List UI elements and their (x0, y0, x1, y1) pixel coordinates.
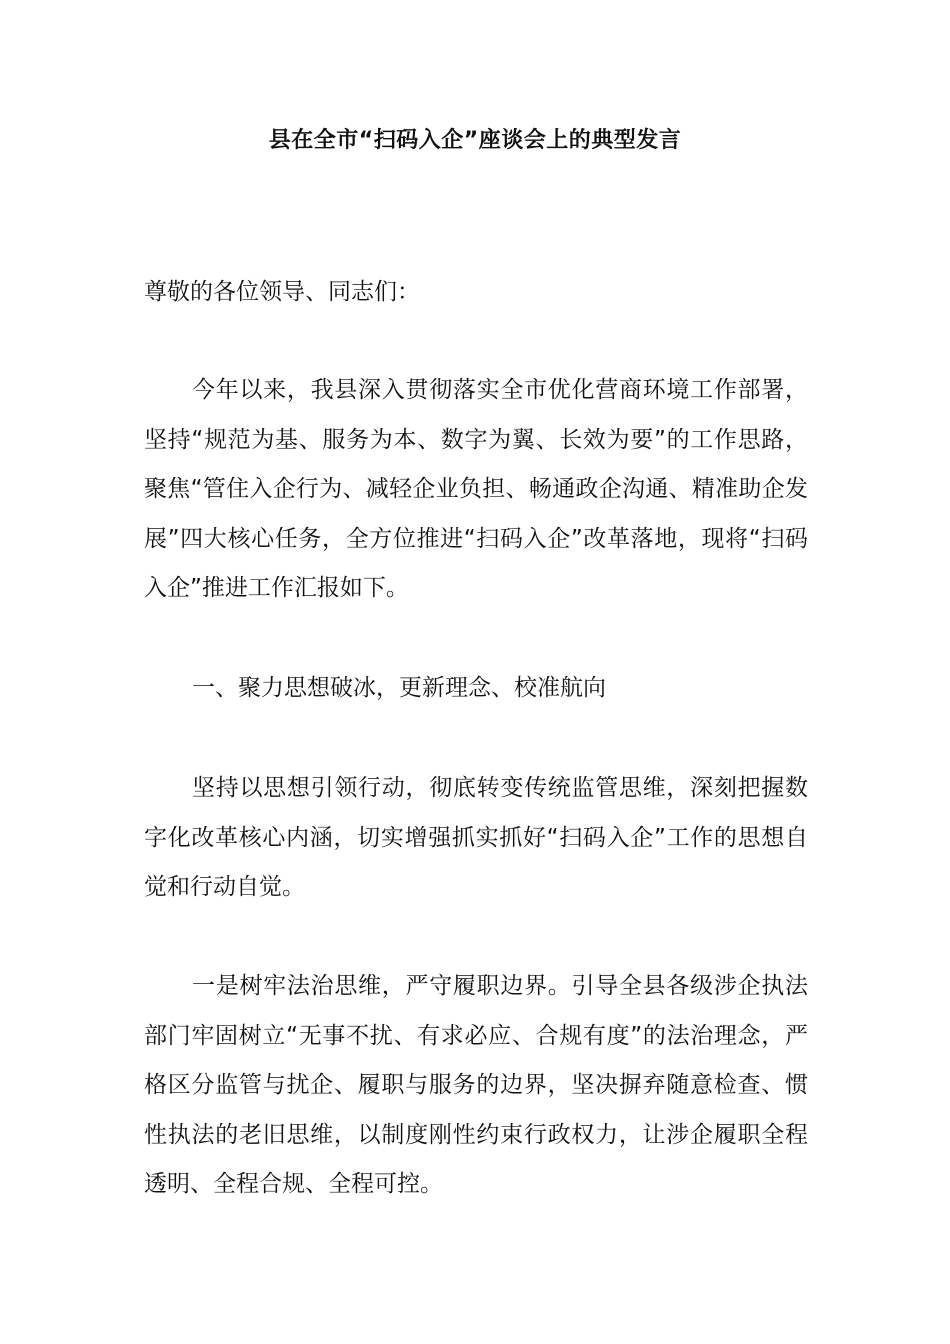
section-heading-1: 一、聚力思想破冰，更新理念、校准航向 (192, 675, 606, 701)
document-title: 县在全市“扫码入企”座谈会上的典型发言 (268, 128, 682, 153)
salutation: 尊敬的各位领导、同志们： (144, 279, 420, 305)
paragraph-point-1: 一是树牢法治思维，严守履职边界。引导全县各级涉企执法部门牢固树立“无事不扰、有求必应、合规有度”的法治理念，严格区分监管与扰企、履职与服务的边界，坚决摒弃随意检查、惯性执法的老旧思维，以制度刚性约束行政权力，让涉企履职全程透明、全程合规、全程可控。 (144, 973, 808, 1197)
paragraph-section-1-summary: 坚持以思想引领行动，彻底转变传统监管思维，深刻把握数字化改革核心内涵，切实增强抓实抓好“扫码入企”工作的思想自觉和行动自觉。 (144, 775, 808, 900)
paragraph-intro: 今年以来，我县深入贯彻落实全市优化营商环境工作部署，坚持“规范为基、服务为本、数字为翼、长效为要”的工作思路，聚焦“管住入企行为、减轻企业负担、畅通政企沟通、精准助企发展”四大核心任务，全方位推进“扫码入企”改革落地，现将“扫码入企”推进工作汇报如下。 (144, 377, 808, 601)
